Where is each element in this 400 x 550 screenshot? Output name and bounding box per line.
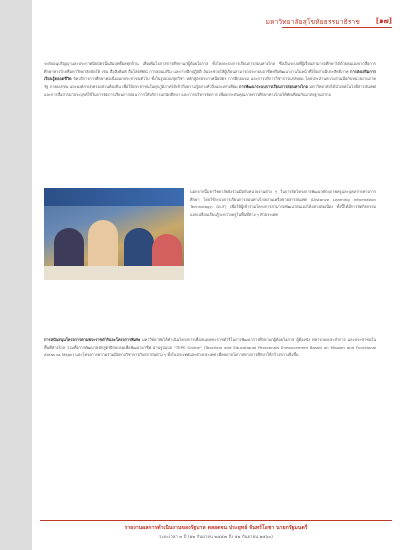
footer-title: รายงานผลการดำเนินงานของรัฐบาล ตลอดจน ประยุทธ์ จันทร์โอชา นายกรัฐมนตรี [124,525,308,531]
footer-divider [40,520,392,521]
body-block-top [44,60,376,99]
paragraph-4: มหาวิทยาลัยได้ดำเนินโครงการเพื่อสนองพระราชดำริในการพัฒนาการศึกษาแก่ผู้ด้อยโอกาส ผู้ต้องขัง ทหารกองประจำการ และประชาชนในพื้นที่ห่างไกล รวมทั้งการพัฒนาหลักสูตรฝึกอบรมเพื่อพัฒนาอาชีพ ผ่านรูปแบบ "TEPE Online" (Teachers and Educational Personnels Enhancement Based on Mission and Functional Areas as Major) และโครงการความร่วมมือทางวิชาการกับสถาบันต่าง ๆ ทั้งในประเทศและต่างประเทศ เพื่อขยายโอกาสทางการศึกษาให้กว้างขวางยิ่งขึ้น [44,337,376,358]
paragraph-2-heading: การพัฒนาระบบการเรียนการสอนทางไกล [239,84,309,90]
page-header [32,14,400,32]
paragraph-3: มหาวิทยาลัยได้นำเทคโนโลยีสารสนเทศและการสื่อสารมาประยุกต์ใช้ในการจัดการเรียนการสอน การให้บริการแก่นักศึกษา และการบริหารจัดการ เพื่อยกระดับคุณภาพการศึกษาทางไกลให้ทัดเทียมกับมาตรฐานสากล [44,84,376,97]
document-page [32,0,400,550]
paragraph-1: ระดับอนุปริญญาและประกาศนียบัตรนั้นสัมฤทธิ์ผลทุกด้าน เพื่อเพิ่มโอกาสการศึกษาแก่ผู้ด้อยโอกาส ทั้งโดยระบบการเรียนการสอนทางไกล ซึ่งเป็นระบบที่ผู้เรียนสามารถศึกษาได้ด้วยตนเองจากสื่อการศึกษาทางไกลที่มหาวิทยาลัยจัดให้ เช่น สื่อสิ่งพิมพ์ สื่อโสตทัศน์ การสอนเสริม และการฝึกปฏิบัติ อันจะช่วยให้ผู้เรียนสามารถประกอบอาชีพหรือพัฒนางานในหน้าที่ได้อย่างมีประสิทธิภาพ [44,61,376,74]
photo-banner [44,188,184,206]
page-number: [๑๗] [375,17,392,25]
event-photo [44,188,184,280]
right-column-text: นอกจากนี้มหาวิทยาลัยยังร่วมมือกับหน่วยงานต่าง ๆ ในการจัดโครงการพัฒนาศักยภาพครูและบุคลากรทางการศึกษา โดยใช้ระบบการเรียนการสอนทางไกลผ่านเครือข่ายสารสนเทศ (Distance Learning Information Technology: DLIT) เพื่อให้ผู้เข้าร่วมโครงการสามารถพัฒนาตนเองได้อย่างต่อเนื่อง ทั้งนี้ได้มีการจัดกิจกรรมแลกเปลี่ยนเรียนรู้ระหว่างครูในพื้นที่ต่าง ๆ ทั่วประเทศ [190,189,376,218]
body-block-bottom [44,336,376,359]
page-footer [32,524,400,540]
paragraph-2: จัดบริการการศึกษาต่อเนื่องแก่ประชาชนทั่วไป ทั้งในรูปแบบชุดวิชา หลักสูตรประกาศนียบัตร การฝึกอบรม และการบริการวิชาการแก่สังคม โดยประสานความร่วมมือกับหน่วยงานภาครัฐ ภาคเอกชน และองค์กรปกครองส่วนท้องถิ่น เพื่อให้ประชาชนในทุกภูมิภาคได้เข้าถึงความรู้อย่างทั่วถึงและเท่าเทียม [44,76,376,90]
footer-issue-date: ระยะเวลา ๓ ปี (๑๒ กันยายน ๒๕๕๗ ถึง ๑๒ กันยายน ๒๕๖๐) [159,535,273,540]
paragraph-4-heading: การสนับสนุนโครงการตามพระราชดำริและโครงการพิเศษ [44,337,141,342]
paragraph-1-heading: การส่งเสริมการเรียนรู้ตลอดชีวิต [44,68,376,82]
body-block-right-column [190,188,376,219]
header-divider [282,27,392,28]
page-margin-strip [0,0,32,550]
header-title: มหาวิทยาลัยสุโขทัยธรรมาธิราช [265,18,360,26]
photo-table [44,266,184,280]
